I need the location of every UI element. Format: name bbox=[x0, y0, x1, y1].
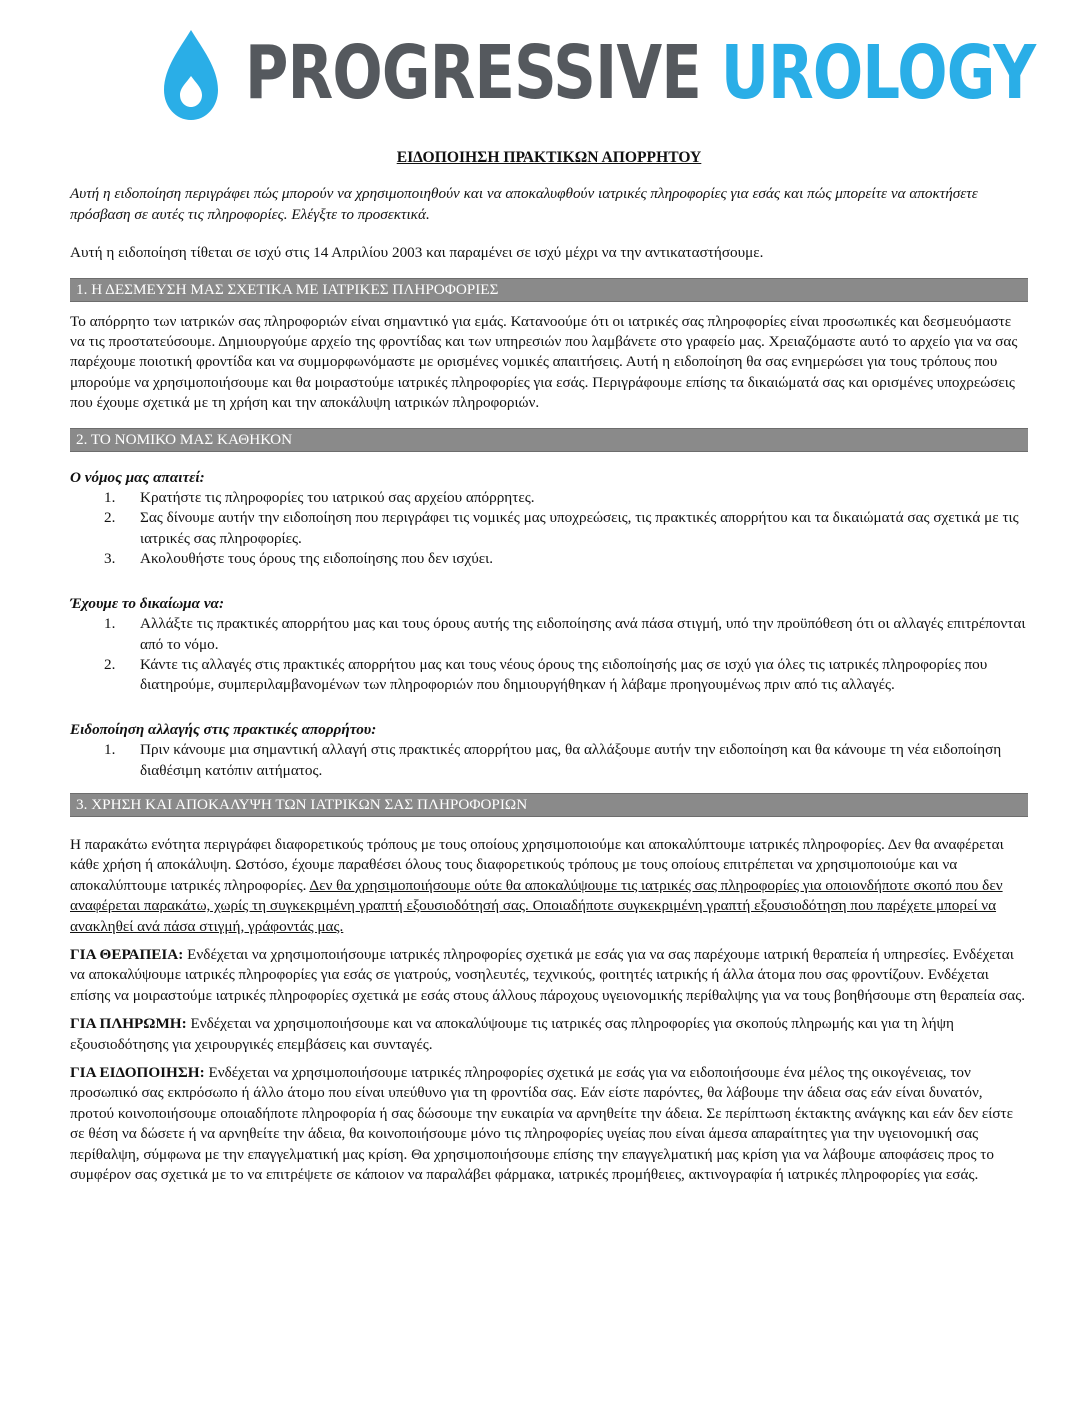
company-logo bbox=[160, 26, 1036, 126]
notification-label: ΓΙΑ ΕΙΔΟΠΟΙΗΣΗ: bbox=[70, 1064, 205, 1081]
change-notice-list bbox=[70, 740, 1028, 781]
list-item: 1. Αλλάξτε τις πρακτικές απορρήτου μας και τους όρους αυτής της ειδοποίησης ανά πάσα στιγμή, υπό την προϋπόθεση ότι οι αλλαγές επιτρέπονται από το νόμο. bbox=[104, 615, 1026, 653]
right-to-list bbox=[70, 614, 1028, 696]
effective-date-text: Αυτή η ειδοποίηση τίθεται σε ισχύ στις 14 Απριλίου 2003 και παραμένει σε ισχύ μέχρι να την αντικαταστήσουμε. bbox=[70, 244, 764, 262]
brand-name bbox=[245, 30, 1035, 116]
payment-label: ΓΙΑ ΠΛΗΡΩΜΗ: bbox=[70, 1015, 187, 1033]
water-drop-icon bbox=[160, 28, 222, 124]
law-requires-list bbox=[70, 488, 1028, 570]
treatment-paragraph: ΓΙΑ ΘΕΡΑΠΕΙΑ: Ενδέχεται να χρησιμοποιήσουμε ιατρικές πληροφορίες σχετικά με εσάς για να σας παρέχουμε ιατρική θεραπεία ή υπηρεσίες. Ενδέχεται να αποκαλύψουμε ιατρικές πληροφορίες για εσάς σε γιατρούς, νοσηλευτές, τεχνικούς, φοιτητές ιατρικής ή άλλα άτομα που σας φροντίζουν. Ενδέχεται επίσης να μοιραστούμε ιατρικές πληροφορίες σχετικά με εσάς στους άλλους πάροχους υγειονομικής περίθαλψης για να τους βοηθήσουμε στη θεραπεία σας. bbox=[70, 945, 1026, 1004]
right-to-heading: Έχουμε το δικαίωμα να: bbox=[70, 594, 225, 612]
section-2-heading: 2. ΤΟ ΝΟΜΙΚΟ ΜΑΣ ΚΑΘΗΚΟΝ bbox=[70, 428, 1028, 452]
change-notice-heading: Ειδοποίηση αλλαγής στις πρακτικές απορρήτου: bbox=[70, 720, 377, 738]
section-3-intro: Η παρακάτω ενότητα περιγράφει διαφορετικούς τρόπους με τους οποίους χρησιμοποιούμε και αποκαλύπτουμε ιατρικές πληροφορίες. Δεν θα αναφέρεται κάθε χρήση ή αποκάλυψη. Ωστόσο, έχουμε παραθέσει όλους τους διαφορετικούς τρόπους με τους οποίους επιτρέπεται να χρησιμοποιούμε και να αποκαλύπτουμε ιατρικές πληροφορίες. Δεν θα χρησιμοποιήσουμε ούτε θα αποκαλύψουμε τις ιατρικές σας πληροφορίες για οποιονδήποτε σκοπό που δεν αναφέρεται παρακάτω, χωρίς τη συγκεκριμένη γραπτή εξουσιοδότησή σας. Οποιαδήποτε συγκεκριμένη γραπτή εξουσιοδότηση που παρέχετε μπορεί να ανακληθεί ανά πάσα στιγμή, γράφοντάς μας. bbox=[70, 835, 1004, 935]
page-title: ΕΙΔΟΠΟΙΗΣΗ ΠΡΑΚΤΙΚΩΝ ΑΠΟΡΡΗΤΟΥ bbox=[396, 149, 702, 166]
section-3-heading: 3. ΧΡΗΣΗ ΚΑΙ ΑΠΟΚΑΛΥΨΗ ΤΩΝ ΙΑΤΡΙΚΩΝ ΣΑΣ ΠΛΗΡΟΦΟΡΙΩΝ bbox=[70, 793, 1028, 817]
underlined-statement: Δεν θα χρησιμοποιήσουμε ούτε θα αποκαλύψουμε τις ιατρικές σας πληροφορίες για οποιονδήποτε σκοπό που δεν αναφέρεται παρακάτω, χωρίς τη συγκεκριμένη γραπτή εξουσιοδότησή σας. Οποιαδήποτε συγκεκριμένη γραπτή εξουσιοδότηση που παρέχετε μπορεί να ανακληθεί ανά πάσα στιγμή, γράφοντάς μας. bbox=[70, 876, 1003, 935]
notification-paragraph: ΓΙΑ ΕΙΔΟΠΟΙΗΣΗ: Ενδέχεται να χρησιμοποιήσουμε ιατρικές πληροφορίες σχετικά με εσάς για να ειδοποιήσουμε ένα μέλος της οικογένειας, τον προσωπικό σας εκπρόσωπο ή άλλο άτομο που είναι υπεύθυνο για τη φροντίδα σας. Εάν είστε παρόντες, θα λάβουμε την άδεια σας εάν είναι δυνατόν, προτού κοινοποιήσουμε οποιαδήποτε πληροφορία ή σας δώσουμε την ευκαιρία να αρνηθείτε την άδεια. Σε περίπτωση έκτακτης ανάγκης και εάν δεν είστε σε θέση να δώσετε ή να αρνηθείτε την άδεια, θα κοινοποιήσουμε μόνο τις πληροφορίες υγείας που είναι άμεσα απαραίτητες για την υγειονομική σας περίθαλψη, σύμφωνα με την επαγγελματική μας κρίση. Θα χρησιμοποιήσουμε επίσης την επαγγελματική μας κρίση για να λάβουμε αποφάσεις προς το συμφέρον σας σχετικά με το να επιτρέψετε σε κάποιον να παραλάβει φάρμακα, ιατρικές προμήθειες, ακτινογραφία ή ιατρικές πληροφορίες για εσάς. bbox=[70, 1064, 1014, 1184]
payment-paragraph: ΓΙΑ ΠΛΗΡΩΜΗ: Ενδέχεται να χρησιμοποιήσουμε και να αποκαλύψουμε τις ιατρικές σας πληροφορίες για σκοπούς πληρωμής και για τη λήψη εξουσιοδότησης για χειρουργικές επεμβάσεις και συνταγές. bbox=[70, 1015, 954, 1053]
notice-body bbox=[70, 148, 1028, 1193]
list-item: 1. Κρατήστε τις πληροφορίες του ιατρικού σας αρχείου απόρρητες. bbox=[104, 489, 535, 507]
brand-word-urology: UROLOGY bbox=[720, 30, 1036, 116]
section-1-text: Το απόρρητο των ιατρικών σας πληροφοριών είναι σημαντικό για εμάς. Κατανοούμε ότι οι ιατρικές σας πληροφορίες είναι προσωπικές και δεσμευόμαστε να τις προστατεύσουμε. Δημιουργούμε αρχείο της φροντίδας και των υπηρεσιών που λαμβάνετε στο γραφείο μας. Χρειαζόμαστε αυτό το αρχείο για να σας παρέχουμε ποιοτική φροντίδα και να συμμορφωνόμαστε με ορισμένες νομικές απαιτήσεις. Αυτή η ειδοποίηση θα σας ενημερώσει για τους τρόπους που μπορούμε να χρησιμοποιήσουμε και θα μοιραστούμε ιατρικές πληροφορίες για εσάς. Περιγράφουμε επίσης τα δικαιώματά σας και ορισμένες υποχρεώσεις που έχουμε σχετικά με τη χρήση και την αποκάλυψη ιατρικών πληροφοριών. bbox=[70, 312, 1018, 412]
list-item: 2. Σας δίνουμε αυτήν την ειδοποίηση που περιγράφει τις νομικές μας υποχρεώσεις, τις πρακτικές απορρήτου και τα δικαιώματά σας σχετικά με τις ιατρικές σας πληροφορίες. bbox=[104, 509, 1019, 547]
list-item: 2. Κάντε τις αλλαγές στις πρακτικές απορρήτου μας και τους νέους όρους της ειδοποίησής μας σε ισχύ για όλες τις ιατρικές πληροφορίες που διατηρούμε, συμπεριλαμβανομένων των πληροφοριών που δημιουργήθηκαν ή λάβαμε προηγουμένως πριν από τις αλλαγές. bbox=[104, 655, 988, 694]
list-item: 1. Πριν κάνουμε μια σημαντική αλλαγή στις πρακτικές απορρήτου μας, θα αλλάξουμε αυτήν την ειδοποίηση και θα κάνουμε τη νέα ειδοποίηση διαθέσιμη κατόπιν αιτήματος. bbox=[104, 741, 1002, 779]
section-1-heading: 1. Η ΔΕΣΜΕΥΣΗ ΜΑΣ ΣΧΕΤΙΚΑ ΜΕ ΙΑΤΡΙΚΕΣ ΠΛΗΡΟΦΟΡΙΕΣ bbox=[70, 278, 1028, 302]
treatment-label: ΓΙΑ ΘΕΡΑΠΕΙΑ: bbox=[70, 945, 184, 963]
brand-word-progressive: PROGRESSIVE bbox=[245, 30, 702, 116]
list-item: 3. Ακολουθήστε τους όρους της ειδοποίησης που δεν ισχύει. bbox=[104, 550, 494, 568]
intro-text: Αυτή η ειδοποίηση περιγράφει πώς μπορούν να χρησιμοποιηθούν και να αποκαλυφθούν ιατρικές πληροφορίες για εσάς και πώς μπορείτε να αποκτήσετε πρόσβαση σε αυτές τις πληροφορίες. Ελέγξτε το προσεκτικά. bbox=[70, 185, 978, 223]
law-requires-heading: Ο νόμος μας απαιτεί: bbox=[70, 468, 205, 486]
